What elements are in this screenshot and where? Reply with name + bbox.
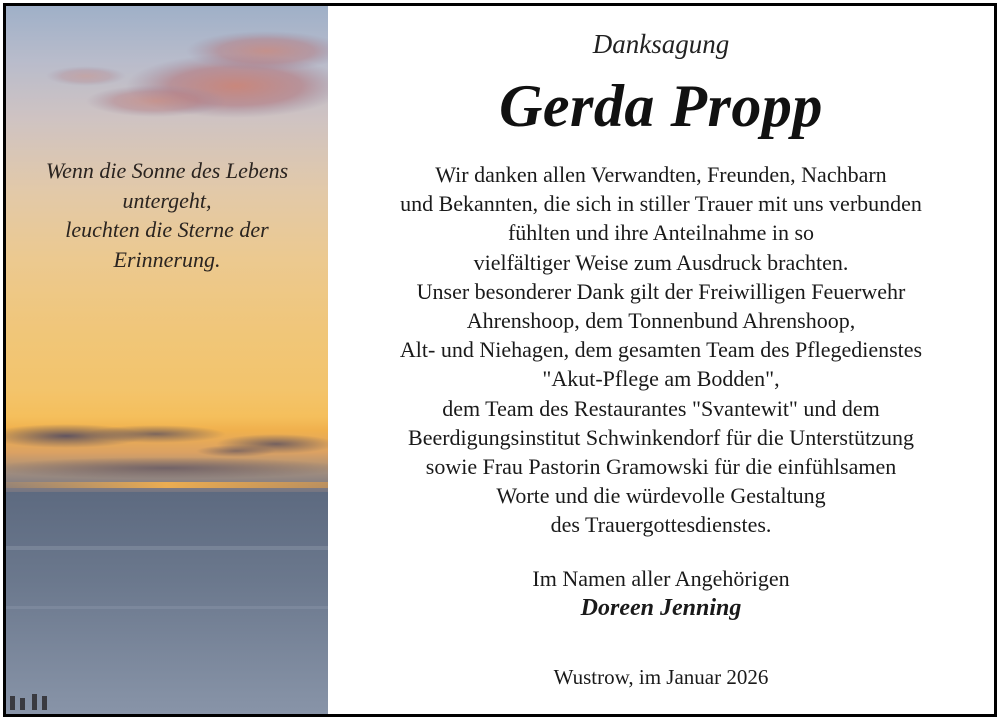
signer-name: Doreen Jenning (580, 595, 742, 621)
body-line: Alt- und Niehagen, dem gesamten Team des Pflegedienstes (399, 337, 923, 363)
closing-line: Im Namen aller Angehörigen (532, 566, 790, 591)
body-line: des Trauergottesdienstes. (550, 512, 772, 538)
quote-line: Erinnerung. (113, 246, 221, 272)
body-line: "Akut-Pflege am Bodden", (542, 366, 780, 392)
thanks-paragraph (328, 160, 994, 540)
cloud-shape (6, 457, 328, 479)
body-line: Worte und die würdevolle Gestaltung (496, 483, 826, 509)
place-date: Wustrow, im Januar 2026 (553, 665, 769, 689)
body-line: Wir danken allen Verwandten, Freunden, Nachbarn (435, 162, 887, 187)
body-line: fühlten und ihre Anteilnahme in so (507, 220, 815, 246)
body-line: vielfältiger Weise zum Ausdruck brachten. (473, 249, 849, 275)
sunset-sea-photo (6, 6, 328, 714)
quote-line: leuchten die Sterne der (65, 217, 269, 242)
notice-text-column (328, 6, 994, 714)
body-line: Ahrenshoop, dem Tonnenbund Ahrenshoop, (466, 308, 856, 334)
cloud-shape (86, 85, 226, 117)
wave-highlight (6, 546, 328, 550)
notice-heading: Danksagung (592, 29, 730, 59)
sea (6, 492, 328, 714)
body-line: Unser besonderer Dank gilt der Freiwilligen Feuerwehr (416, 278, 906, 304)
body-line: dem Team des Restaurantes "Svantewit" und dem (442, 395, 880, 421)
body-line: Beerdigungsinstitut Schwinkendorf für die Unterstützung (408, 424, 914, 450)
groyne-post (32, 694, 37, 710)
quote-line: Wenn die Sonne des Lebens (45, 158, 289, 183)
cloud-shape (46, 66, 126, 86)
quote-line: untergeht, (122, 187, 212, 213)
sunset-illustration (6, 6, 328, 714)
horizon-glow (6, 482, 328, 488)
wave-highlight (6, 606, 328, 609)
body-line: sowie Frau Pastorin Gramowski für die einfühlsamen (425, 454, 897, 480)
cloud-shape (86, 425, 226, 443)
deceased-name: Gerda Propp (499, 73, 823, 139)
body-line: und Bekannten, die sich in stiller Trauer mit uns verbunden (400, 191, 922, 217)
memorial-quote (6, 156, 328, 274)
groyne-post (20, 698, 25, 710)
groyne-post (42, 696, 47, 710)
groyne-post (10, 696, 15, 710)
obituary-notice (3, 3, 997, 717)
cloud-shape (196, 445, 276, 457)
